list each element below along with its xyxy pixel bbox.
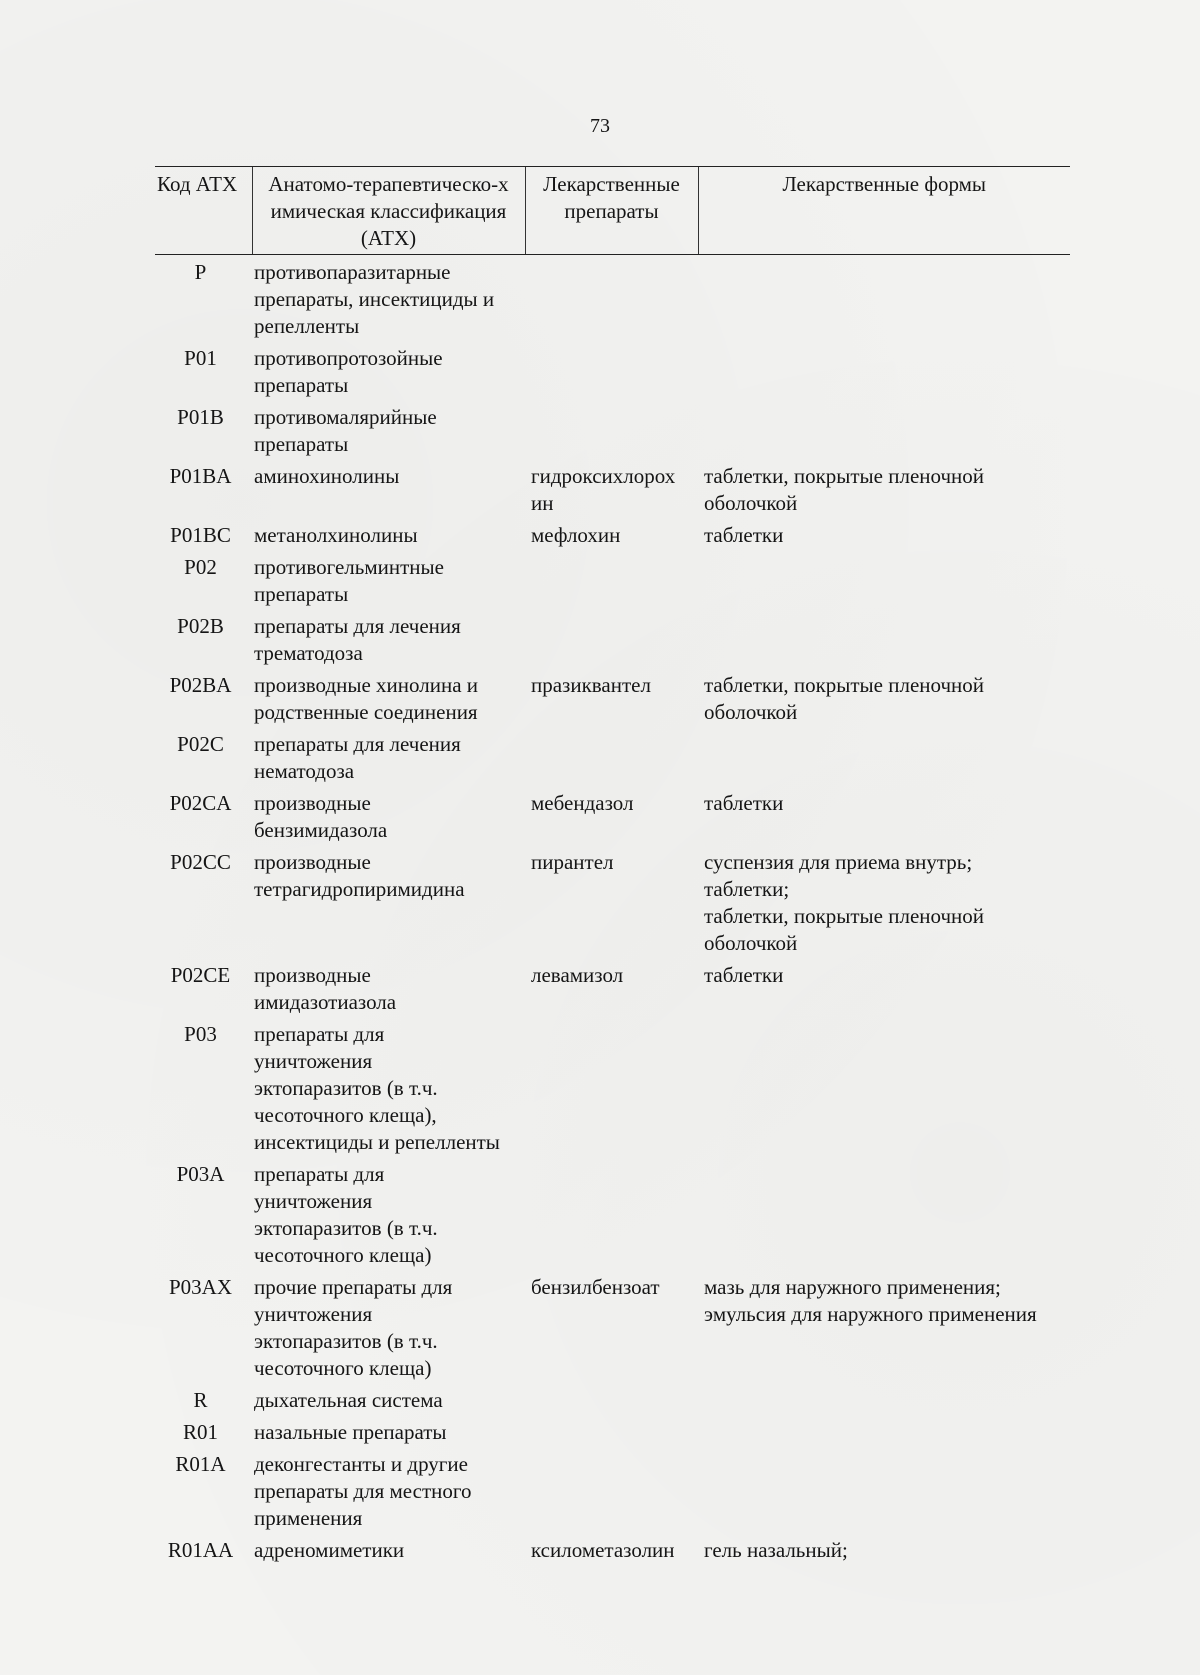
form-line: таблетки; [704, 877, 790, 901]
atx-code-cell [155, 522, 252, 554]
page-number: 73 [590, 115, 610, 137]
classification-line: производные хинолина и [254, 673, 479, 697]
form-cell [698, 404, 1070, 463]
form-cell [698, 1419, 1070, 1451]
classification-line: метанолхинолины [254, 523, 418, 547]
form-cell [698, 1387, 1070, 1419]
form-cell [698, 613, 1070, 672]
form-cell [698, 1161, 1070, 1274]
classification-line: чесоточного клеща) [254, 1356, 432, 1380]
drug-cell [525, 1537, 698, 1569]
header-line: имическая классификация [270, 199, 507, 223]
table-row [155, 345, 1070, 404]
classification-line: назальные препараты [254, 1420, 447, 1444]
atx-code: R [193, 1388, 208, 1412]
classification-line: противопротозойные [254, 346, 443, 370]
classification-cell [252, 849, 525, 962]
classification-line: препараты [254, 432, 349, 456]
drug-line: ин [531, 491, 554, 515]
atx-code: P01B [177, 405, 224, 429]
form-line: таблетки [704, 523, 784, 547]
classification-line: деконгестанты и другие [254, 1452, 468, 1476]
drug-line: мефлохин [531, 523, 621, 547]
atx-code: P02B [177, 614, 224, 638]
classification-line: репелленты [254, 314, 360, 338]
table-row [155, 962, 1070, 1021]
form-cell [698, 463, 1070, 522]
classification-line: противопаразитарные [254, 260, 451, 284]
classification-line: противогельминтные [254, 555, 444, 579]
atx-code-cell [155, 1021, 252, 1161]
classification-cell [252, 962, 525, 1021]
table-row [155, 613, 1070, 672]
drug-line: мебендазол [531, 791, 634, 815]
classification-line: нематодоза [254, 759, 355, 783]
form-line: мазь для наружного применения; [704, 1275, 1001, 1299]
atx-code-cell [155, 554, 252, 613]
drug-cell [525, 672, 698, 731]
atx-code-cell [155, 1419, 252, 1451]
table-row [155, 790, 1070, 849]
classification-line: адреномиметики [254, 1538, 405, 1562]
drug-cell [525, 1419, 698, 1451]
table-row [155, 554, 1070, 613]
atx-code: P02C [177, 732, 224, 756]
header-code [155, 167, 252, 255]
classification-line: препараты для местного [254, 1479, 472, 1503]
table-row [155, 1537, 1070, 1569]
classification-line: противомалярийные [254, 405, 437, 429]
table-row [155, 1451, 1070, 1537]
classification-line: препараты [254, 582, 349, 606]
classification-cell [252, 1419, 525, 1451]
drug-line: гидроксихлорох [531, 464, 676, 488]
atx-code-cell [155, 1451, 252, 1537]
atx-code: P02CE [170, 963, 231, 987]
classification-line: уничтожения [254, 1302, 373, 1326]
atx-code-cell [155, 255, 252, 346]
classification-line: препараты для лечения [254, 614, 461, 638]
classification-line: трематодоза [254, 641, 363, 665]
drug-cell [525, 255, 698, 346]
table-row [155, 1274, 1070, 1387]
table-row [155, 463, 1070, 522]
atx-code: P02 [184, 555, 217, 579]
atx-code-cell [155, 962, 252, 1021]
drug-cell [525, 522, 698, 554]
atx-code: P01BC [170, 523, 231, 547]
classification-line: препараты для лечения [254, 732, 461, 756]
classification-line: чесоточного клеща), [254, 1103, 437, 1127]
form-cell [698, 962, 1070, 1021]
classification-cell [252, 1274, 525, 1387]
atx-code: R01AA [167, 1538, 234, 1562]
classification-cell [252, 1021, 525, 1161]
drug-line: пирантел [531, 850, 614, 874]
atx-code-cell [155, 1537, 252, 1569]
drug-cell [525, 345, 698, 404]
drug-cell [525, 1274, 698, 1387]
atx-code: P03AX [168, 1275, 232, 1299]
atx-code-cell [155, 1387, 252, 1419]
form-line: эмульсия для наружного применения [704, 1302, 1037, 1326]
atx-code-cell [155, 849, 252, 962]
atx-code: P [194, 260, 207, 284]
atx-code-cell [155, 404, 252, 463]
atx-code: P01BA [169, 464, 232, 488]
drug-cell [525, 1021, 698, 1161]
atx-code-cell [155, 345, 252, 404]
classification-line: дыхательная система [254, 1388, 443, 1412]
table-header [155, 167, 1070, 255]
drug-cell [525, 463, 698, 522]
atx-code: R01A [175, 1452, 226, 1476]
table-row [155, 1387, 1070, 1419]
atx-code: P03A [176, 1162, 225, 1186]
drug-cell [525, 962, 698, 1021]
header-drugs [525, 167, 698, 255]
table-row [155, 731, 1070, 790]
classification-cell [252, 1537, 525, 1569]
form-cell [698, 1451, 1070, 1537]
table-body [155, 255, 1070, 1570]
atx-code-cell [155, 672, 252, 731]
atx-code-cell [155, 731, 252, 790]
table-row [155, 849, 1070, 962]
classification-line: аминохинолины [254, 464, 400, 488]
form-cell [698, 554, 1070, 613]
classification-cell [252, 404, 525, 463]
atx-code-cell [155, 1274, 252, 1387]
classification-line: препараты для [254, 1162, 385, 1186]
classification-cell [252, 522, 525, 554]
form-line: гель назальный; [704, 1538, 848, 1562]
table-row [155, 404, 1070, 463]
atx-code-cell [155, 1161, 252, 1274]
form-cell [698, 1537, 1070, 1569]
header-line: Лекарственные формы [782, 172, 987, 196]
form-line: таблетки, покрытые пленочной [704, 464, 985, 488]
drug-line: левамизол [531, 963, 624, 987]
drug-cell [525, 1161, 698, 1274]
drug-cell [525, 849, 698, 962]
drug-line: празиквантел [531, 673, 651, 697]
classification-line: препараты, инсектициды и [254, 287, 495, 311]
header-line: Код АТХ [157, 172, 238, 196]
header-line: Лекарственные [543, 172, 680, 196]
classification-line: препараты [254, 373, 349, 397]
classification-line: уничтожения [254, 1189, 373, 1213]
drug-cell [525, 731, 698, 790]
header-line: препараты [564, 199, 659, 223]
form-cell [698, 255, 1070, 346]
atx-code-cell [155, 613, 252, 672]
header-line: Анатомо-терапевтическо-х [268, 172, 509, 196]
classification-line: производные [254, 850, 371, 874]
atx-code: P02CC [170, 850, 231, 874]
classification-line: эктопаразитов (в т.ч. [254, 1216, 438, 1240]
atx-code-cell [155, 790, 252, 849]
form-cell [698, 1274, 1070, 1387]
drug-line: бензилбензоат [531, 1275, 660, 1299]
classification-cell [252, 345, 525, 404]
header-line: (АТХ) [360, 226, 417, 250]
classification-cell [252, 672, 525, 731]
classification-line: применения [254, 1506, 363, 1530]
form-line: таблетки, покрытые пленочной [704, 673, 985, 697]
form-cell [698, 849, 1070, 962]
classification-line: прочие препараты для [254, 1275, 453, 1299]
table-row [155, 1419, 1070, 1451]
classification-line: чесоточного клеща) [254, 1243, 432, 1267]
table-row [155, 1021, 1070, 1161]
atx-code: P03 [184, 1022, 217, 1046]
classification-line: имидазотиазола [254, 990, 397, 1014]
form-line: таблетки, покрытые пленочной [704, 904, 985, 928]
classification-line: препараты для [254, 1022, 385, 1046]
classification-line: производные [254, 963, 371, 987]
form-line: таблетки [704, 963, 784, 987]
classification-cell [252, 463, 525, 522]
header-classification [252, 167, 525, 255]
classification-line: производные [254, 791, 371, 815]
classification-cell [252, 255, 525, 346]
atx-code-cell [155, 463, 252, 522]
classification-line: эктопаразитов (в т.ч. [254, 1076, 438, 1100]
classification-line: уничтожения [254, 1049, 373, 1073]
classification-line: инсектициды и репелленты [254, 1130, 500, 1154]
classification-line: эктопаразитов (в т.ч. [254, 1329, 438, 1353]
classification-cell [252, 731, 525, 790]
form-line: суспензия для приема внутрь; [704, 850, 973, 874]
classification-line: родственные соединения [254, 700, 478, 724]
classification-line: тетрагидропиримидина [254, 877, 465, 901]
drug-line: ксилометазолин [531, 1538, 675, 1562]
form-line: оболочкой [704, 491, 798, 515]
table-row [155, 255, 1070, 346]
classification-cell [252, 613, 525, 672]
classification-cell [252, 790, 525, 849]
classification-cell [252, 1161, 525, 1274]
classification-cell [252, 554, 525, 613]
form-cell [698, 790, 1070, 849]
atx-table [155, 166, 1070, 1569]
form-cell [698, 522, 1070, 554]
drug-cell [525, 554, 698, 613]
form-line: таблетки [704, 791, 784, 815]
atx-code: R01 [182, 1420, 218, 1444]
form-cell [698, 345, 1070, 404]
header-row [155, 167, 1070, 255]
drug-cell [525, 613, 698, 672]
form-cell [698, 672, 1070, 731]
classification-line: бензимидазола [254, 818, 388, 842]
table-row [155, 672, 1070, 731]
atx-code: P02BA [169, 673, 232, 697]
form-cell [698, 1021, 1070, 1161]
atx-code: P01 [184, 346, 217, 370]
classification-cell [252, 1387, 525, 1419]
drug-cell [525, 790, 698, 849]
header-forms [698, 167, 1070, 255]
table-row [155, 522, 1070, 554]
form-line: оболочкой [704, 931, 798, 955]
atx-code: P02CA [169, 791, 232, 815]
form-line: оболочкой [704, 700, 798, 724]
table-row [155, 1161, 1070, 1274]
drug-cell [525, 1451, 698, 1537]
drug-cell [525, 1387, 698, 1419]
classification-cell [252, 1451, 525, 1537]
drug-cell [525, 404, 698, 463]
form-cell [698, 731, 1070, 790]
